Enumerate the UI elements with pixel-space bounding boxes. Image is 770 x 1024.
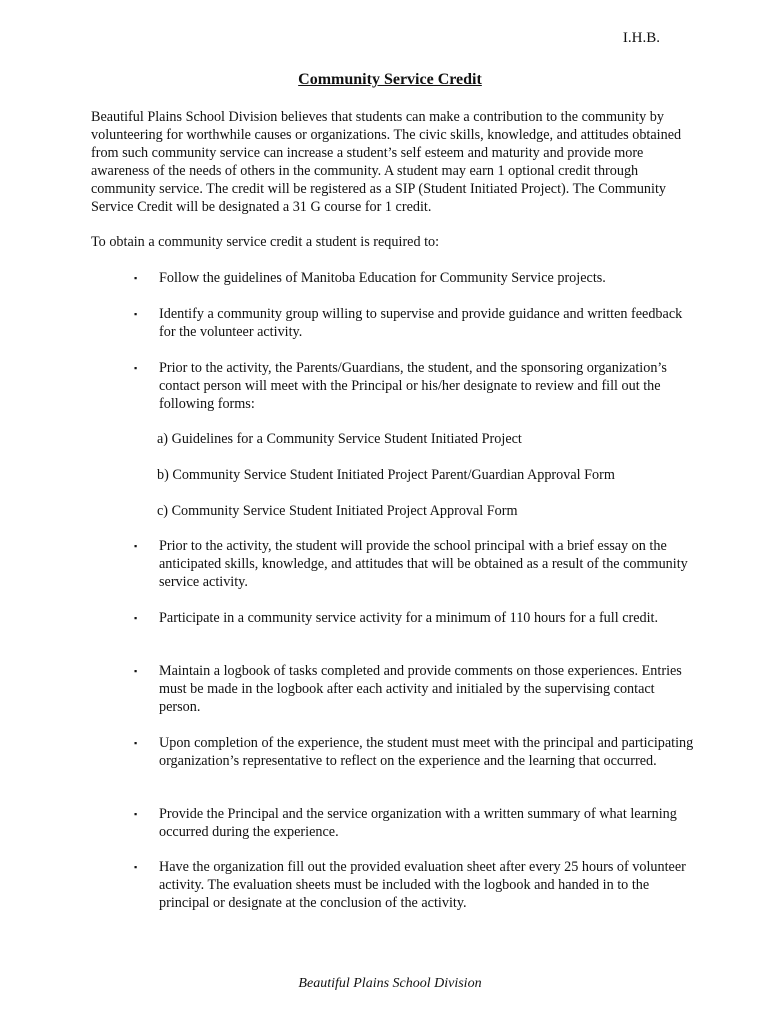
bullet-icon: ▪	[134, 613, 138, 623]
form-item: c) Community Service Student Initiated Project Approval Form	[157, 503, 518, 519]
list-item-text: Participate in a community service activity for a minimum of 110 hours for a full credit.	[159, 610, 659, 626]
bullet-icon: ▪	[134, 862, 138, 872]
list-item-text: Upon completion of the experience, the student must meet with the principal and participating organization’s representative to reflect on the experience and the learning that occurred.	[159, 735, 694, 769]
policy-code: I.H.B.	[622, 30, 660, 46]
list-item-text: Follow the guidelines of Manitoba Education for Community Service projects.	[159, 270, 606, 286]
list-item-text: Identify a community group willing to supervise and provide guidance and written feedback for the volunteer activity.	[159, 306, 683, 340]
list-item-text: Prior to the activity, the Parents/Guardians, the student, and the sponsoring organization’s contact person will meet with the Principal or his/her designate to review and fill out the following forms:	[159, 360, 667, 412]
list-item-text: Prior to the activity, the student will provide the school principal with a brief essay on the anticipated skills, knowledge, and attitudes that will be obtained as a result of the community service activity.	[159, 538, 688, 590]
bullet-icon: ▪	[134, 309, 138, 319]
bullet-icon: ▪	[134, 541, 138, 551]
list-item-text: Have the organization fill out the provided evaluation sheet after every 25 hours of volunteer activity. The evaluation sheets must be included with the logbook and handed in to the principal or designate at the conclusion of the activity.	[159, 859, 686, 911]
intro-paragraph: Beautiful Plains School Division believes that students can make a contribution to the community by volunteering for worthwhile causes or organizations. The civic skills, knowledge, and attitudes obtained from such community service can increase a student’s self esteem and maturity and provide more awareness of the needs of others in the community. A student may earn 1 optional credit through community service. The credit will be registered as a SIP (Student Initiated Project). The Community Service Credit will be designated a 31 G course for 1 credit.	[91, 109, 682, 215]
form-item: b) Community Service Student Initiated Project Parent/Guardian Approval Form	[157, 467, 615, 483]
bullet-icon: ▪	[134, 809, 138, 819]
bullet-icon: ▪	[134, 273, 138, 283]
requirements-lead: To obtain a community service credit a student is required to:	[91, 234, 440, 250]
page-title: Community Service Credit	[298, 71, 482, 88]
bullet-icon: ▪	[134, 363, 138, 373]
list-item-text: Maintain a logbook of tasks completed and provide comments on those experiences. Entries must be made in the logbook after each activity and initialed by the supervising contact person.	[159, 663, 682, 715]
page-footer: Beautiful Plains School Division	[298, 976, 482, 991]
form-item: a) Guidelines for a Community Service Student Initiated Project	[157, 431, 522, 447]
bullet-icon: ▪	[134, 738, 138, 748]
list-item-text: Provide the Principal and the service organization with a written summary of what learning occurred during the experience.	[159, 806, 677, 840]
bullet-icon: ▪	[134, 666, 138, 676]
